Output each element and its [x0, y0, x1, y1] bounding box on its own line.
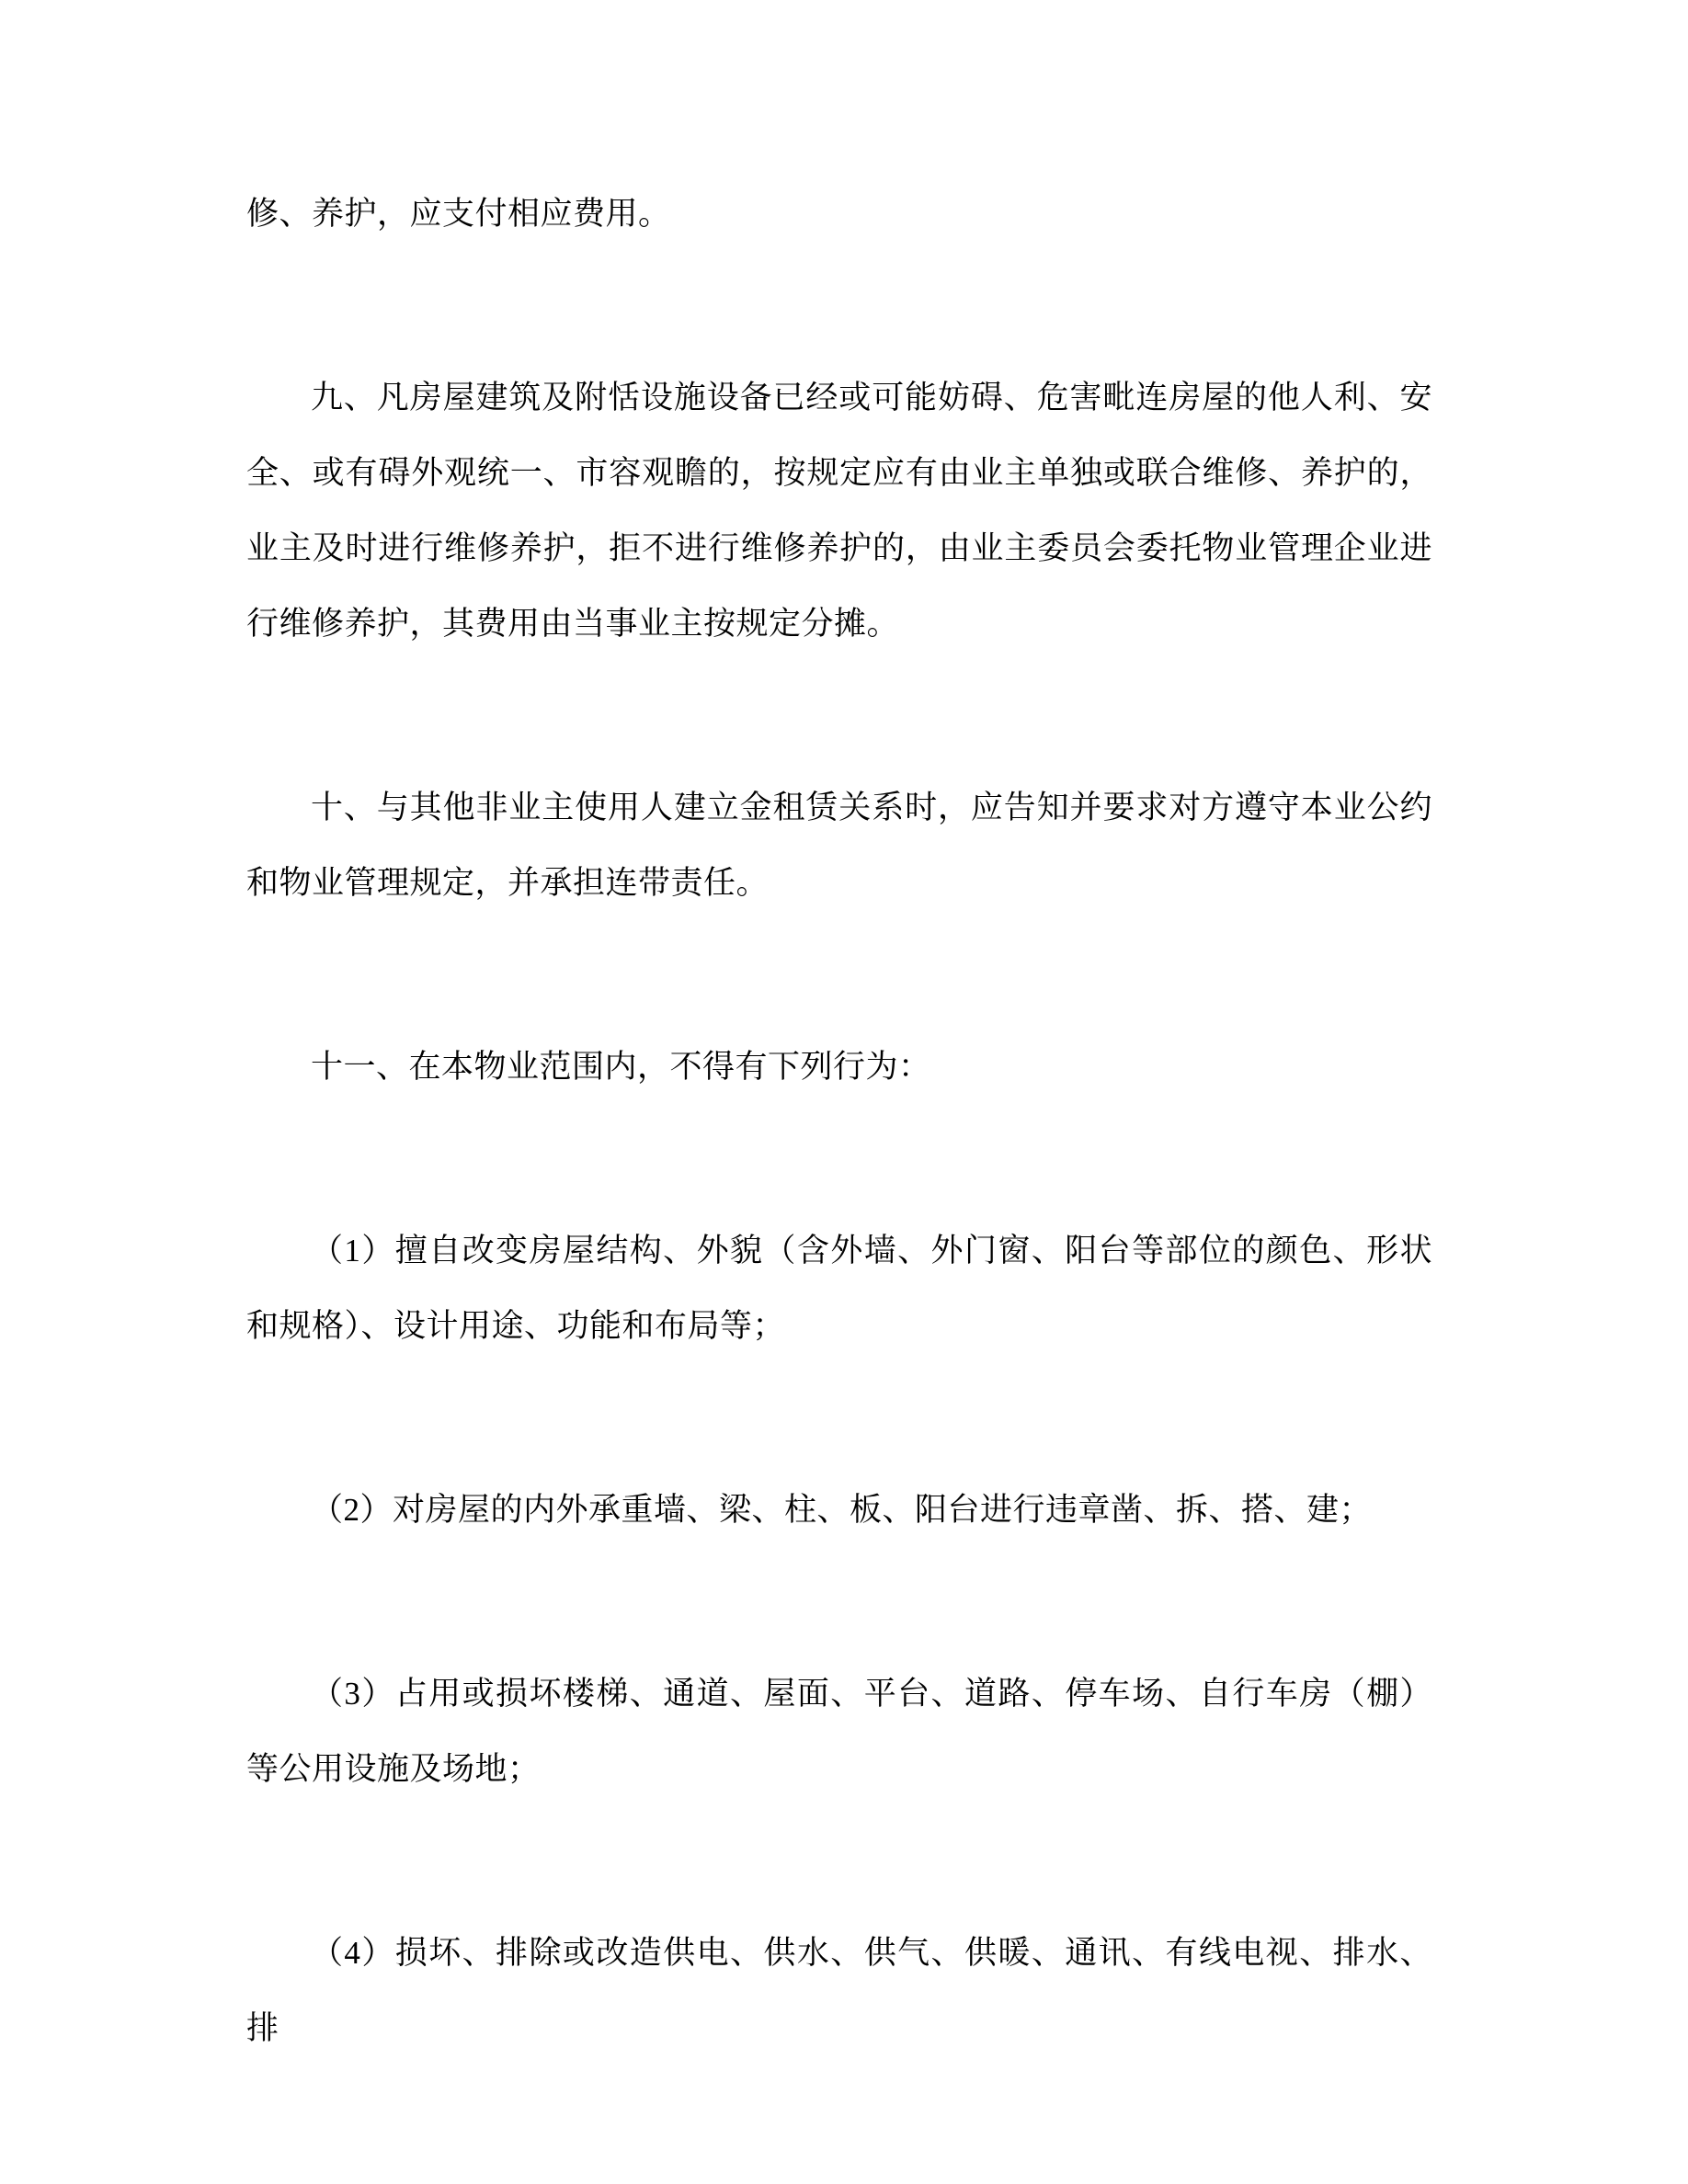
paragraph-continuation: 修、养护，应支付相应费用。 — [246, 196, 671, 232]
paragraph-item-1: （1）擅自改变房屋结构、外貌（含外墙、外门窗、阳台等部位的颜色、形状和规格）、设计用途、功能和布局等； — [246, 1233, 1432, 1344]
paragraph-clause-9: 九、凡房屋建筑及附恬设施设备已经或可能妨碍、危害毗连房屋的他人利、安全、或有碍外观统一、市容观瞻的，按规定应有由业主单独或联合维修、养护的，业主及时进行维修养护，拒不进行维修养护的，由业主委员会委托物业管理企业进行维修养护，其费用由当事业主按规定分摊。 — [246, 380, 1432, 642]
paragraph-clause-10: 十、与其他非业主使用人建立金租赁关系时，应告知并要求对方遵守本业公约和物业管理规定，并承担连带责任。 — [246, 790, 1432, 901]
paragraph-clause-11: 十一、在本物业范围内，不得有下列行为： — [311, 1049, 931, 1085]
paragraph-item-2: （2）对房屋的内外承重墙、梁、柱、板、阳台进行违章凿、拆、搭、建； — [311, 1492, 1373, 1528]
paragraph-item-4: （4）损坏、排除或改造供电、供水、供气、供暖、通讯、有线电视、排水、排 — [246, 1935, 1432, 2046]
paragraph-item-3: （3）占用或损坏楼梯、通道、屋面、平台、道路、停车场、自行车房（棚）等公用设施及场地； — [246, 1676, 1432, 1787]
